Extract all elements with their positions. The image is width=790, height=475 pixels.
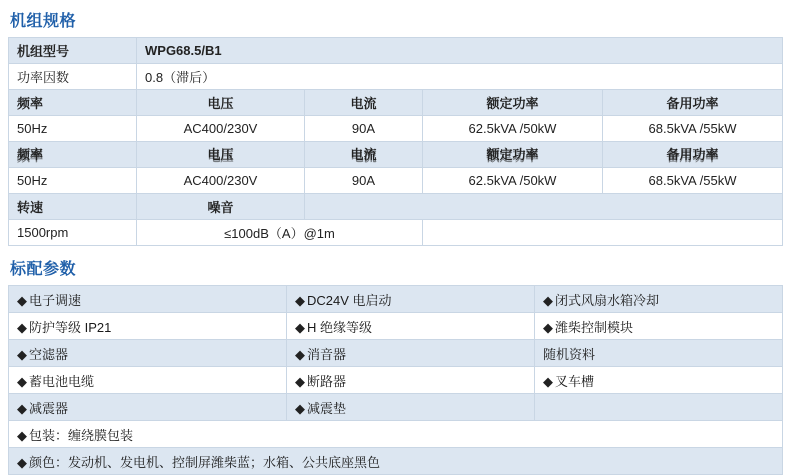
table-row: [9, 421, 783, 448]
std-cell-label: 包装：缠绕膜包装: [29, 427, 134, 443]
table-row: [9, 220, 783, 246]
std-cell: [287, 313, 535, 340]
bullet-icon: ◆: [543, 292, 553, 308]
spec-cell: 机组型号: [9, 38, 137, 64]
std-cell: [535, 367, 783, 394]
std-cell-label: 消音器: [307, 346, 347, 362]
std-cell-label: 防护等级 IP21: [29, 319, 112, 335]
bullet-icon: ◆: [543, 373, 553, 389]
table-row: [9, 168, 783, 194]
spec-section-title: 机组规格: [10, 13, 77, 30]
bullet-icon: ◆: [17, 454, 27, 470]
std-cell: [287, 394, 535, 421]
std-cell-full: [9, 421, 783, 448]
spec-cell: 备用功率: [603, 90, 783, 116]
bullet-icon: ◆: [17, 400, 27, 416]
spec-cell: 68.5kVA /55kW: [603, 116, 783, 142]
table-row: [9, 116, 783, 142]
bullet-icon: ◆: [17, 319, 27, 335]
table-row: [9, 38, 783, 64]
std-cell-label: 潍柴控制模块: [555, 319, 634, 335]
std-cell-label: H 绝缘等级: [307, 319, 373, 335]
bullet-icon: ◆: [543, 319, 553, 335]
spec-cell: 额定功率: [423, 90, 603, 116]
table-row: [9, 313, 783, 340]
spec-cell: AC400/230V: [137, 168, 305, 194]
spec-cell: 50Hz: [9, 168, 137, 194]
spec-cell: 额定功率 额定功率: [431, 148, 594, 161]
std-cell: [9, 313, 287, 340]
std-cell: [9, 394, 287, 421]
std-cell: [9, 340, 287, 367]
std-cell: [535, 286, 783, 313]
spec-table: [8, 37, 783, 246]
std-cell-label: 颜色：发动机、发电机、控制屏潍柴蓝；水箱、公共底座黑色: [29, 454, 381, 470]
bullet-icon: ◆: [295, 319, 305, 335]
table-row: [9, 64, 783, 90]
spec-cell: 转速: [9, 194, 137, 220]
spec-cell: AC400/230V: [137, 116, 305, 142]
table-row: [9, 142, 783, 168]
spec-cell: 62.5kVA /50kW: [423, 168, 603, 194]
std-cell-label: 随机资料: [543, 346, 596, 362]
std-cell-label: 叉车槽: [555, 373, 595, 389]
std-cell-full: [9, 448, 783, 475]
std-cell: [287, 286, 535, 313]
table-row: [9, 448, 783, 475]
bullet-icon: ◆: [295, 373, 305, 389]
table-row: [9, 286, 783, 313]
spec-cell: 0.8（滞后）: [137, 64, 783, 90]
bullet-icon: ◆: [295, 292, 305, 308]
std-cell-label: 减震垫: [307, 400, 347, 416]
std-cell-label: 减震器: [29, 400, 69, 416]
spec-cell: 90A: [305, 168, 423, 194]
std-cell: [535, 340, 783, 367]
std-cell: [287, 367, 535, 394]
std-cell: [535, 313, 783, 340]
spec-cell: 电压: [137, 90, 305, 116]
spec-cell: WPG68.5/B1: [137, 38, 783, 64]
spec-cell: 备用功率 备用功率: [611, 148, 774, 161]
std-cell-label: 蓄电池电缆: [29, 373, 95, 389]
std-cell-label: 断路器: [307, 373, 347, 389]
spec-cell: [423, 220, 783, 246]
spec-cell: 1500rpm: [9, 220, 137, 246]
spec-cell: [305, 194, 783, 220]
bullet-icon: ◆: [295, 346, 305, 362]
std-cell-label: 电子调速: [29, 292, 82, 308]
std-cell: [535, 394, 783, 421]
table-row: [9, 90, 783, 116]
std-cell: [9, 286, 287, 313]
bullet-icon: ◆: [295, 400, 305, 416]
spec-cell: 频率: [9, 90, 137, 116]
std-cell-label: 闭式风扇水箱冷却: [555, 292, 660, 308]
table-row: [9, 367, 783, 394]
spec-cell: ≤100dB（A）@1m: [137, 220, 423, 246]
bullet-icon: ◆: [17, 373, 27, 389]
spec-cell: 噪音: [137, 194, 305, 220]
bullet-icon: ◆: [17, 346, 27, 362]
std-cell: [287, 340, 535, 367]
table-row: [9, 340, 783, 367]
table-row: [9, 394, 783, 421]
spec-cell: 频率 频率: [17, 148, 128, 161]
spec-cell: 功率因数: [9, 64, 137, 90]
bullet-icon: ◆: [17, 427, 27, 443]
spec-cell: 62.5kVA /50kW: [423, 116, 603, 142]
standard-config-table: [8, 285, 783, 475]
std-cell-label: DC24V 电启动: [307, 292, 392, 308]
bullet-icon: ◆: [17, 292, 27, 308]
spec-cell: 50Hz: [9, 116, 137, 142]
spec-cell: 电流: [305, 90, 423, 116]
spec-cell: 68.5kVA /55kW: [603, 168, 783, 194]
table-row: [9, 194, 783, 220]
spec-cell: 电流 电流: [313, 148, 414, 161]
spec-cell: 90A: [305, 116, 423, 142]
std-cell-label: 空滤器: [29, 346, 69, 362]
std-cell: [9, 367, 287, 394]
spec-cell: 电压 电压: [145, 148, 296, 161]
standard-section-title: 标配参数: [10, 261, 77, 278]
